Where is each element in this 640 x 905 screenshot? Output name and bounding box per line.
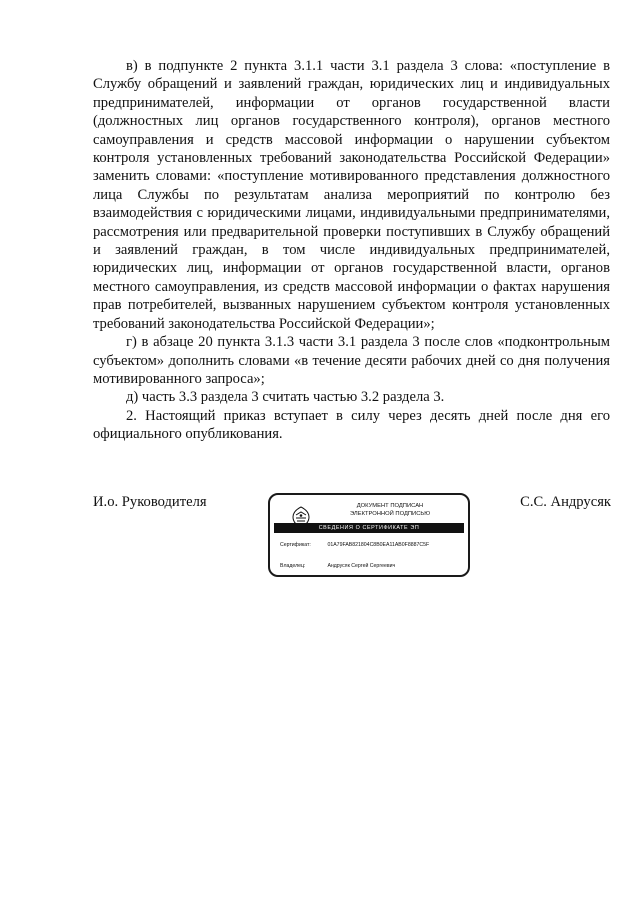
electronic-signature-stamp — [268, 493, 470, 577]
certificate-value: 01A79FAB821804C8B0EA11AB0F8887C5F — [327, 542, 430, 548]
stamp-certificate-row — [280, 542, 429, 548]
stamp-header — [330, 503, 450, 518]
paragraph-v: в) в подпункте 2 пункта 3.1.1 части 3.1 раздела 3 слова: «поступление в Службу обращений и заявлений граждан, юридических лиц и индивидуальных предпринимателей, информации от органов государственной власти (должностных лиц органов государственного контроля), органов местного самоуправления и средств массовой информации о нарушении субъектом контроля установленных требований законодательства Российской Федерации» заменить словами: «поступление мотивированного представления должностного лица Службы по результатам анализа мероприятий по контролю без взаимодействия с юридическими лицами, индивидуальными предпринимателями, рассмотрения или предварительной проверки поступивших в Службу обращений и заявлений граждан, в том числе индивидуальных предпринимателей, юридических лиц, информации от органов государственной власти, органов местного самоуправления, из средств массовой информации о фактах нарушения прав потребителей, вызванных нарушением субъектом контроля установленных требований законодательства Российской Федерации»; — [93, 58, 610, 332]
stamp-owner-row — [280, 563, 395, 569]
paragraph-d: д) часть 3.3 раздела 3 считать частью 3.2 раздела 3. — [126, 389, 445, 406]
stamp-certificate-bar: СВЕДЕНИЯ О СЕРТИФИКАТЕ ЭП — [274, 523, 464, 533]
signatory-title: И.о. Руководителя — [93, 494, 207, 510]
owner-value: Андрусяк Сергей Сергеевич — [327, 563, 396, 569]
owner-label: Владелец: — [280, 563, 306, 569]
signature-block — [0, 488, 640, 588]
certificate-label: Сертификат: — [280, 542, 311, 548]
paragraph-effective-date: 2. Настоящий приказ вступает в силу через десять дней после дня его официального опубликования. — [93, 407, 610, 443]
paragraph-g: г) в абзаце 20 пункта 3.1.3 части 3.1 раздела 3 после слов «подконтрольным субъектом» дополнить словами «в течение десяти рабочих дней со дня получения мотивированного запроса»; — [93, 334, 610, 387]
stamp-header-line2: ЭЛЕКТРОННОЙ ПОДПИСЬЮ — [349, 510, 431, 517]
stamp-header-line1: ДОКУМЕНТ ПОДПИСАН — [356, 503, 424, 509]
document-body — [93, 57, 610, 444]
signatory-name: С.С. Андрусяк — [520, 494, 611, 510]
